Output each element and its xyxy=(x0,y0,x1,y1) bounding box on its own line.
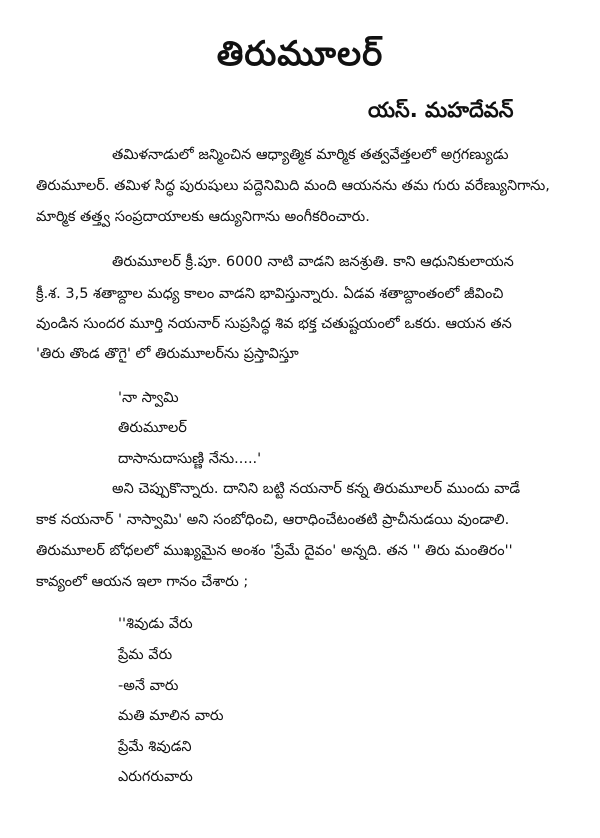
paragraph-line: 'తిరు తొండ తొగై' లో తిరుమూలర్‌ను ప్రస్తావిస్తూ xyxy=(36,346,299,362)
verse-line: ప్రేమే శివుడని xyxy=(118,739,192,755)
verse-line: తిరుమూలర్ xyxy=(118,420,187,436)
paragraph-line: తిరుమూలర్ బోధలలో ముఖ్యమైన అంశం 'ప్రేమే దైవం' అన్నది. తన '' తిరు మంతిరం'' xyxy=(36,543,513,559)
paragraph-line: తిరుమూలర్ క్రీ.పూ. 6000 నాటి వాడని జనశ్రుతి. కాని ఆధునికులాయన xyxy=(112,254,514,270)
author-name: యస్. మహదేవన్ xyxy=(368,98,514,122)
page-title: తిరుమూలర్ xyxy=(216,34,384,74)
paragraph-line: కావ్యంలో ఆయన ఇలా గానం చేశారు ; xyxy=(36,574,249,590)
verse-line: ''శివుడు వేరు xyxy=(118,616,193,632)
verse-line: ప్రేమ వేరు xyxy=(118,647,173,663)
paragraph-line: మార్మిక తత్త్వ సంప్రదాయాలకు ఆద్యునిగాను అంగీకరించారు. xyxy=(36,209,370,225)
verse-line: మతి మాలిన వారు xyxy=(118,708,224,724)
verse-line: ఎరుగరువారు xyxy=(118,769,193,785)
paragraph-line: వుండిన సుందర మూర్తి నయనార్ సుప్రసిద్ధ శివ భక్త చతుష్టయంలో ఒకరు. ఆయన తన xyxy=(36,316,512,332)
paragraph-line: అని చెప్పుకొన్నారు. దానిని బట్టి నయనార్ కన్న తిరుమూలర్ ముందు వాడే xyxy=(112,481,521,497)
paragraph-line: తిరుమూలర్. తమిళ సిద్ధ పురుషులు పద్దెనిమిది మంది ఆయనను తమ గురు వరేణ్యునిగాను, xyxy=(36,178,550,194)
paragraph-line: క్రీ.శ. 3,5 శతాబ్దాల మధ్య కాలం వాడని భావిస్తున్నారు. ఏడవ శతాబ్దాంతంలో జీవించి xyxy=(36,286,504,302)
paragraph-line: తమిళనాడులో జన్మించిన ఆధ్యాత్మిక మార్మిక తత్వవేత్తలలో అగ్రగణ్యుడు xyxy=(112,147,509,163)
verse-line: 'నా స్వామి xyxy=(118,390,179,406)
verse-line: దాసానుదాసుణ్ణి నేను.....' xyxy=(118,451,262,467)
paragraph-line: కాక నయనార్ ' నాస్వామి' అని సంబోధించి, ఆరాధించేటంతటి ప్రాచీనుడయి వుండాలి. xyxy=(36,512,510,528)
verse-line: -అనే వారు xyxy=(118,678,179,694)
